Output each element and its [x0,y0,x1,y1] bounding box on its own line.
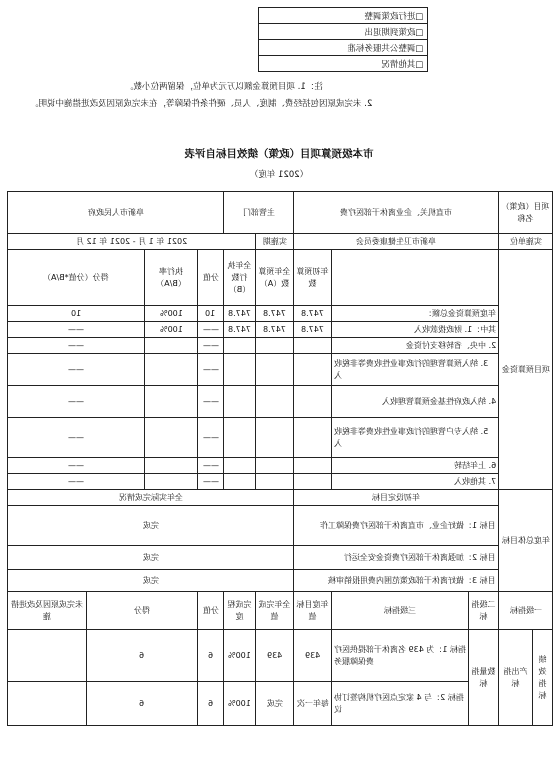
fund-row-rate [145,458,198,474]
goal-text: 目标 2：加强离休干部医疗费资金安全运行 [294,546,499,570]
fund-row-score-value: —— [198,354,224,386]
option-service-standard[interactable]: □调整公共服务标准 [259,40,428,56]
goals-section-label: 年度总体目标 [499,490,553,592]
unit-value: 阜新市卫生健康委员会 [294,234,499,250]
ind-actual: 完成 [256,682,294,726]
fund-row-score: 10 [8,306,145,322]
evaluation-table [7,191,553,726]
policy-adjustment-options [258,7,428,72]
ind-col-level1: 一级指标 [499,592,553,630]
goals-initial-header: 年初设定目标 [294,490,499,506]
fund-row-score: —— [8,354,145,386]
fund-row-score: —— [8,338,145,354]
fund-row-label: 7. 其他收入 [332,474,499,490]
ind-rate: 100% [224,630,256,682]
ind-col-level2: 二级指标 [469,592,499,630]
ind-level1: 产出指标 [499,630,533,726]
fund-row-score: —— [8,386,145,418]
period-label: 实施期 [256,234,294,250]
fund-row-label: 4. 纳入政府性基金预算管理收入 [332,386,499,418]
fund-row-exec [224,338,256,354]
ind-reason [8,682,87,726]
fund-row-exec [224,354,256,386]
form-title: 市本级预算项目（政策）绩效目标自评表 [184,148,374,160]
fund-row-label: 2. 中央、省转移支付资金 [332,338,499,354]
project-name-label: 项目（政策）名称 [499,192,553,234]
ind-col-reason: 未完成原因及改进措施 [8,592,87,630]
fund-row-score: —— [8,474,145,490]
fund-row-initial [294,458,332,474]
goal-text: 目标 1：做好企业、市直离休干部医疗费保障工作 [294,506,499,546]
fund-row-score-value: 10 [198,306,224,322]
fund-row-budget: 747.8 [256,306,294,322]
fund-row-score-value: —— [198,322,224,338]
fund-row-initial [294,386,332,418]
fund-row-rate [145,354,198,386]
ind-level3: 指标 2：与 4 家定点医疗机构签订协议 [332,682,469,726]
fund-row-score-value: —— [198,418,224,458]
goals-actual-header: 全年实际完成情况 [8,490,294,506]
fund-row-score-value: —— [198,458,224,474]
ind-col-level3: 三级指标 [332,592,469,630]
ind-score-value: 6 [198,630,224,682]
ind-level3: 指标 1：为 439 名离休干部提供医疗费保障服务 [332,630,469,682]
goal-status: 完成 [8,546,294,570]
option-other[interactable]: □其他情况 [259,56,428,72]
ind-target: 439 [294,630,332,682]
fund-row-initial [294,474,332,490]
ind-score-value: 6 [198,682,224,726]
ind-level2: 数量指标 [469,630,499,726]
note-1: 注：1. 项目预算金额以万元为单位，保留两位小数。 [125,82,323,92]
fund-row-label: 6. 上年结转 [332,458,499,474]
ind-score: 6 [87,630,198,682]
fund-row-initial: 747.8 [294,322,332,338]
ind-section-label: 绩效指标 [533,630,553,726]
ind-col-rate: 完成程度 [224,592,256,630]
ind-col-actual: 全年完成值 [256,592,294,630]
fund-row-exec [224,474,256,490]
col-full-year-budget: 全年预算数（A） [256,250,294,306]
fund-row-budget [256,386,294,418]
fund-row-budget: 747.8 [256,322,294,338]
funds-header-blank [332,250,499,306]
fund-row-budget [256,354,294,386]
option-policy-adjust[interactable]: □进行政策调整 [259,8,428,24]
period-value: 2021 年 1 月 - 2021 年 12 月 [8,234,256,250]
form-subtitle: （2021 年度） [249,170,309,180]
col-exec-rate: 执行率（B/A） [145,250,198,306]
ind-target: 每年一次 [294,682,332,726]
fund-row-exec: 747.8 [224,322,256,338]
fund-row-rate [145,474,198,490]
fund-row-score: —— [8,418,145,458]
fund-row-score-value: —— [198,386,224,418]
fund-row-rate [145,418,198,458]
fund-row-score-value: —— [198,338,224,354]
fund-row-exec [224,458,256,474]
fund-row-exec [224,418,256,458]
fund-row-budget [256,338,294,354]
fund-row-rate [145,338,198,354]
fund-row-budget [256,458,294,474]
fund-row-rate: 100% [145,322,198,338]
ind-score: 6 [87,682,198,726]
goal-status: 完成 [8,506,294,546]
fund-row-exec: 747.8 [224,306,256,322]
fund-row-initial: 747.8 [294,306,332,322]
col-full-year-exec: 全年执行数（B） [224,250,256,306]
fund-row-initial [294,418,332,458]
col-score-value: 分值 [198,250,224,306]
funds-section-label: 项目预算资金 [499,250,553,490]
option-policy-expire[interactable]: □政策到期退出 [259,24,428,40]
ind-actual: 439 [256,630,294,682]
fund-row-score-value: —— [198,474,224,490]
fund-row-exec [224,386,256,418]
project-name-value: 市直机关、企业离休干部医疗费 [294,192,499,234]
ind-col-score: 得分 [87,592,198,630]
dept-value: 阜新市人民政府 [8,192,224,234]
ind-col-target: 年度目标值 [294,592,332,630]
fund-row-rate: 100% [145,306,198,322]
fund-row-label: 其中：1. 财政拨款收入 [332,322,499,338]
dept-label: 主管部门 [224,192,294,234]
fund-row-rate [145,386,198,418]
goal-text: 目标 3：做好离休干部政策范围内费用报销审核 [294,570,499,592]
fund-row-initial [294,354,332,386]
note-2: 2. 未完成原因包括经费、制度、人员、硬件条件保障等，在未完成原因及改进措施中说明。 [30,99,373,109]
ind-rate: 100% [224,682,256,726]
fund-row-label: 3. 纳入预算管理的行政事业性收费等非税收入 [332,354,499,386]
ind-col-score-value: 分值 [198,592,224,630]
goal-status: 完成 [8,570,294,592]
fund-row-budget [256,474,294,490]
col-score: 得分（分值*B/A） [8,250,145,306]
fund-row-score: —— [8,458,145,474]
fund-row-label: 年度预算资金总额： [332,306,499,322]
fund-row-label: 5. 纳入专户管理的行政事业性收费等非税收入 [332,418,499,458]
fund-row-initial [294,338,332,354]
col-initial: 年初预算数 [294,250,332,306]
ind-reason [8,630,87,682]
unit-label: 实施单位 [499,234,553,250]
fund-row-score: —— [8,322,145,338]
fund-row-budget [256,418,294,458]
